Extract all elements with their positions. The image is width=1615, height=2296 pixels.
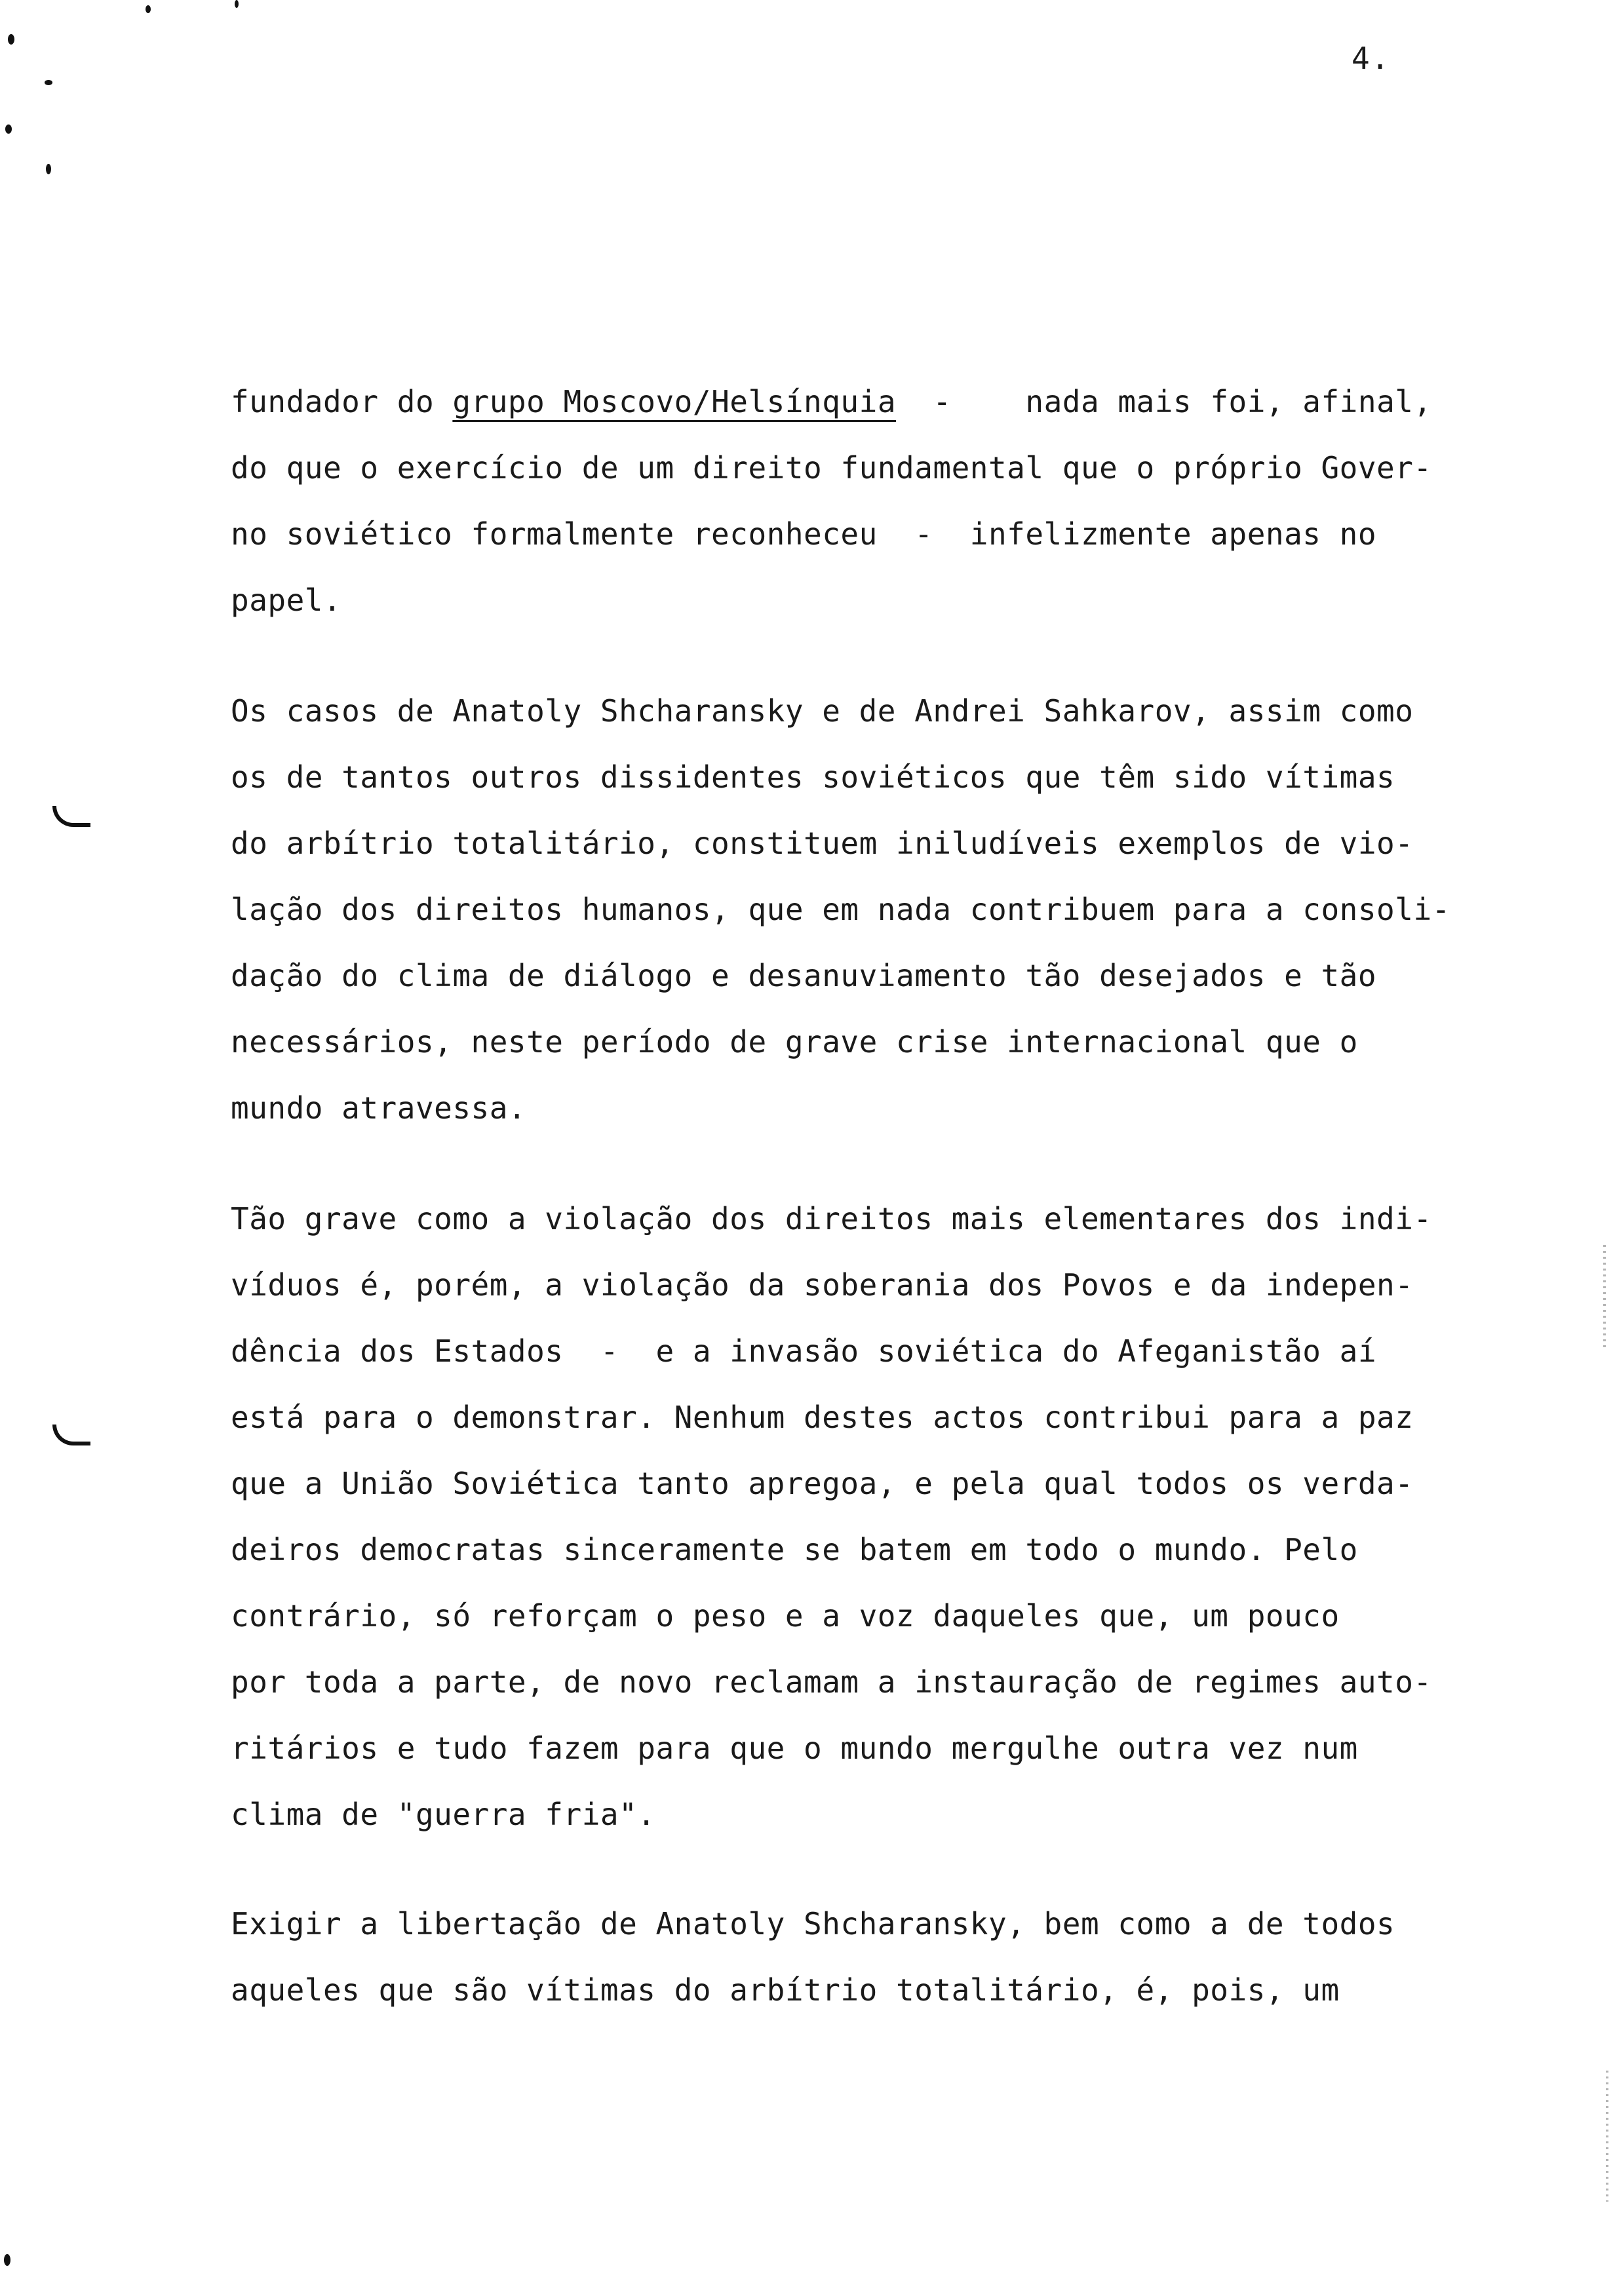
text-line: contrário, só reforçam o peso e a voz daqueles que, um pouco: [231, 1598, 1340, 1634]
text-line: deiros democratas sinceramente se batem em todo o mundo. Pelo: [231, 1532, 1358, 1567]
text-line: Tão grave como a violação dos direitos mais elementares dos indi-: [231, 1201, 1432, 1236]
text-line: do arbítrio totalitário, constituem iniludíveis exemplos de vio-: [231, 826, 1414, 861]
text-line: mundo atravessa.: [231, 1090, 527, 1126]
text-line: está para o demonstrar. Nenhum destes actos contribui para a paz: [231, 1400, 1414, 1435]
text-line: lação dos direitos humanos, que em nada contribuem para a consoli-: [231, 892, 1450, 927]
text-segment: - nada mais foi, afinal,: [896, 384, 1432, 419]
margin-hook-mark: [52, 806, 90, 827]
scan-edge-noise: [1606, 2071, 1608, 2202]
text-line: papel.: [231, 583, 342, 618]
text-line: no soviético formalmente reconheceu - infelizmente apenas no: [231, 516, 1377, 552]
paragraph-4: [231, 1891, 1548, 2023]
page-number: 4.: [1352, 41, 1391, 76]
text-line: necessários, neste período de grave crise internacional que o: [231, 1024, 1358, 1060]
text-line: dação do clima de diálogo e desanuviamento tão desejados e tão: [231, 958, 1377, 993]
text-line: aqueles que são vítimas do arbítrio totalitário, é, pois, um: [231, 1972, 1340, 2008]
scan-dot-mark: [4, 2254, 10, 2266]
text-line: por toda a parte, de novo reclamam a instauração de regimes auto-: [231, 1664, 1432, 1700]
scan-edge-noise: [1603, 1245, 1606, 1350]
paragraph-3: [231, 1186, 1548, 1848]
text-line: víduos é, porém, a violação da soberania dos Povos e da indepen-: [231, 1267, 1414, 1303]
text-line: os de tantos outros dissidentes soviéticos que têm sido vítimas: [231, 759, 1395, 795]
paragraph-2: [231, 678, 1548, 1141]
text-line: que a União Soviética tanto apregoa, e pela qual todos os verda-: [231, 1466, 1414, 1501]
text-line: [231, 369, 1548, 435]
text-segment: fundador do: [231, 384, 453, 419]
text-line: clima de "guerra fria".: [231, 1797, 656, 1832]
scan-dot-mark: [8, 34, 14, 45]
text-line: Os casos de Anatoly Shcharansky e de Andrei Sahkarov, assim como: [231, 693, 1414, 729]
text-line: do que o exercício de um direito fundamental que o próprio Gover-: [231, 450, 1432, 486]
paragraph-1: [231, 369, 1548, 634]
scan-dot-mark: [146, 5, 151, 13]
scan-dot-mark: [46, 164, 51, 174]
margin-hook-mark: [52, 1425, 90, 1445]
scan-dot-mark: [5, 124, 12, 134]
scan-dot-mark: [235, 0, 239, 8]
text-line: ritários e tudo fazem para que o mundo mergulhe outra vez num: [231, 1731, 1358, 1766]
scan-dot-mark: [45, 80, 52, 85]
text-line: dência dos Estados - e a invasão soviética do Afeganistão aí: [231, 1333, 1377, 1369]
text-line: Exigir a libertação de Anatoly Shcharansky, bem como a de todos: [231, 1906, 1395, 1942]
underlined-group-name: grupo Moscovo/Helsínquia: [452, 384, 897, 419]
